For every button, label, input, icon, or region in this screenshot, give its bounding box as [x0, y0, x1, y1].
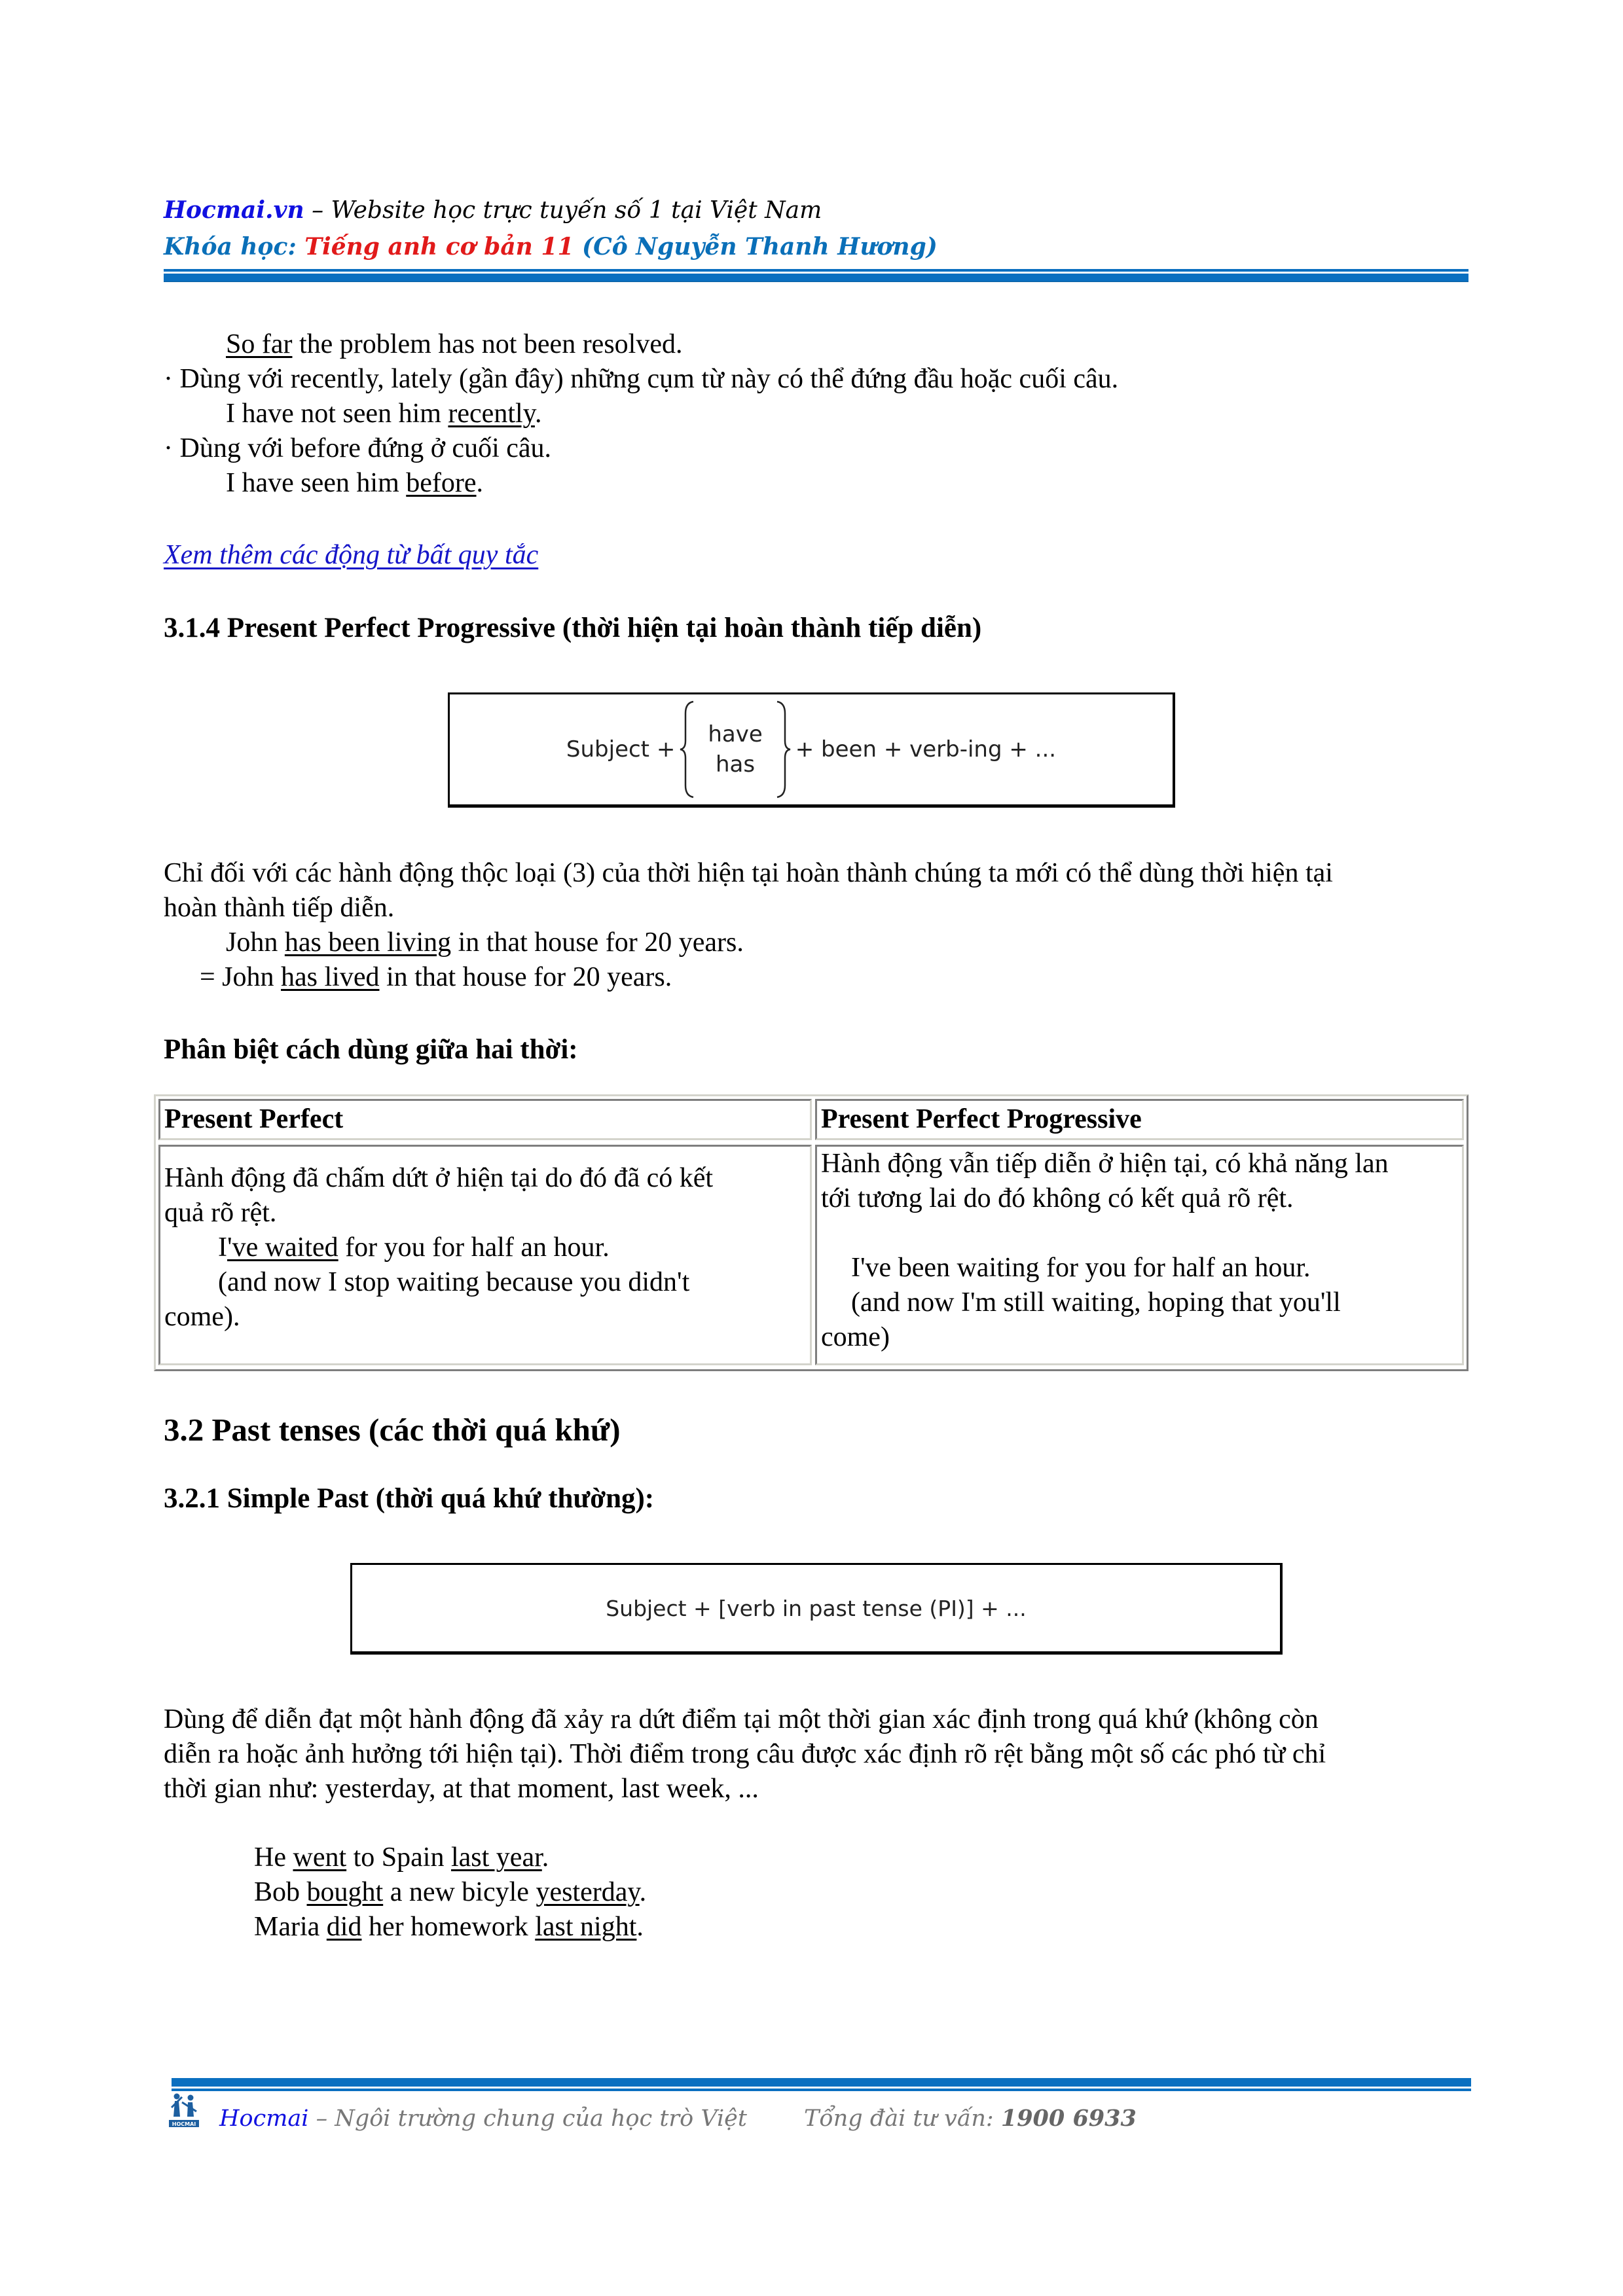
- intro-bullet-before: · Dùng với before đứng ở cuối câu.: [164, 433, 552, 463]
- hotline-number: 1900 6933: [1000, 2105, 1137, 2132]
- cell-spacer: [821, 1216, 1458, 1251]
- formula-text: Subject + [verb in past tense (PI)] + ...: [606, 1595, 1027, 1621]
- cell-line: Hành động đã chấm dứt ở hiện tại do đó đã có kết: [164, 1163, 714, 1193]
- sentence-post: in that house for 20 years.: [379, 962, 672, 992]
- sentence-part: Maria: [254, 1912, 327, 1942]
- sentence-post: .: [476, 468, 484, 498]
- sentence-part: .: [636, 1912, 644, 1942]
- sentence-post: for you for half an hour.: [338, 1232, 610, 1263]
- underlined-phrase: has been living: [284, 927, 452, 958]
- simple-past-example-3: [254, 1910, 644, 1945]
- sentence-pre: = John: [200, 962, 282, 992]
- compare-heading: Phân biệt cách dùng giữa hai thời:: [164, 1034, 578, 1065]
- section-3-2-heading: 3.2 Past tenses (các thời quá khứ): [164, 1412, 621, 1448]
- header-rule-thin: [164, 269, 1468, 272]
- sentence-part: .: [541, 1842, 549, 1873]
- intro-example-so-far: [226, 327, 682, 362]
- underlined-time: yesterday: [536, 1877, 640, 1907]
- header-course: [164, 230, 938, 263]
- sentence-post: .: [534, 399, 542, 429]
- ppp-paragraph-line2: hoàn thành tiếp diễn.: [164, 893, 395, 923]
- sentence-pre: I have seen him: [226, 468, 407, 498]
- table-cell-present-perfect: [158, 1145, 812, 1365]
- aux-have: have: [708, 721, 763, 747]
- underlined-phrase: has lived: [281, 962, 380, 992]
- formula-rest: + been + verb-ing + ...: [795, 736, 1057, 762]
- underlined-phrase: before: [406, 468, 477, 498]
- table-cell-present-perfect-progressive: [815, 1145, 1464, 1365]
- ppp-paragraph-line1: Chỉ đối với các hành động thộc loại (3) của thời hiện tại hoàn thành chúng ta mới có thể dùng thời hiện tại: [164, 858, 1333, 888]
- formula-subject: Subject +: [566, 736, 676, 762]
- underlined-verb: bought: [306, 1877, 384, 1907]
- cell-line: quả rõ rệt.: [164, 1198, 277, 1228]
- cell-line: Hành động vẫn tiếp diễn ở hiện tại, có khả năng lan: [821, 1149, 1389, 1179]
- left-brace-icon: [679, 700, 696, 798]
- sentence-post: in that house for 20 years.: [451, 927, 744, 958]
- formula-brace-group: [679, 700, 791, 798]
- table-header-present-perfect-progressive: [815, 1099, 1464, 1140]
- underlined-time: last night: [535, 1912, 637, 1942]
- cell-line: tới tương lai do đó không có kết quả rõ rệt.: [821, 1183, 1294, 1213]
- underlined-phrase: recently: [448, 399, 535, 429]
- aux-has: has: [715, 751, 756, 778]
- formula-present-perfect-progressive: [448, 692, 1175, 808]
- underlined-phrase: 've waited: [227, 1232, 338, 1263]
- cell-note: (and now I'm still waiting, hoping that you'll: [851, 1287, 1341, 1318]
- simple-past-paragraph-line2: diễn ra hoặc ảnh hưởng tới hiện tại). Thời điểm trong câu được xác định rõ rệt bằng một số các phó từ chỉ: [164, 1739, 1326, 1769]
- sentence-pre: I have not seen him: [226, 399, 448, 429]
- sentence-part: Bob: [254, 1877, 307, 1907]
- header-tagline: – Website học trực tuyến số 1 tại Việt Nam: [304, 197, 822, 224]
- intro-bullet-recently: · Dùng với recently, lately (gần đây) những cụm từ này có thể đứng đầu hoặc cuối câu.: [164, 364, 1119, 394]
- table-header-present-perfect: [158, 1099, 812, 1140]
- course-label: Khóa học:: [164, 233, 305, 260]
- ppp-example-2: [200, 960, 672, 995]
- cell-note: (and now I stop waiting because you didn't: [218, 1267, 690, 1297]
- section-3-2-1-heading: 3.2.1 Simple Past (thời quá khứ thường):: [164, 1483, 655, 1514]
- irregular-verbs-link[interactable]: Xem thêm các động từ bất quy tắc: [164, 540, 539, 570]
- cell-note: come).: [164, 1302, 240, 1332]
- cell-example: I've been waiting for you for half an hour.: [851, 1253, 1311, 1283]
- footer-slogan: [219, 2104, 747, 2134]
- sentence-rest: the problem has not been resolved.: [292, 329, 683, 359]
- simple-past-example-1: [254, 1840, 549, 1875]
- ppp-example-1: [226, 925, 744, 960]
- section-3-1-4-heading: 3.1.4 Present Perfect Progressive (thời hiện tại hoàn thành tiếp diễn): [164, 613, 982, 643]
- hocmai-logo-icon: [169, 2092, 199, 2128]
- formula-simple-past: [350, 1563, 1283, 1655]
- hotline-label: Tổng đài tư vấn:: [804, 2106, 1001, 2132]
- underlined-verb: did: [326, 1912, 362, 1942]
- sentence-pre: I: [218, 1232, 227, 1263]
- intro-example-recently: [226, 397, 541, 431]
- footer-slogan-text: – Ngôi trường chung của học trò Việt: [308, 2106, 747, 2132]
- header-brand: Hocmai.vn: [164, 196, 304, 224]
- cell-example: [164, 1230, 806, 1265]
- underlined-time: last year: [450, 1842, 542, 1873]
- header-title: [164, 194, 822, 227]
- footer-rule-thin: [172, 2089, 1471, 2091]
- comparison-table: [154, 1094, 1468, 1371]
- course-name: Tiếng anh cơ bản 11: [304, 233, 574, 260]
- right-brace-icon: [775, 700, 792, 798]
- simple-past-example-2: [254, 1875, 646, 1910]
- sentence-part: He: [254, 1842, 293, 1873]
- course-teacher: (Cô Nguyễn Thanh Hương): [574, 233, 938, 260]
- simple-past-paragraph-line3: thời gian như: yesterday, at that moment, last week, ...: [164, 1774, 759, 1804]
- footer-brand: Hocmai: [219, 2106, 309, 2132]
- underlined-verb: went: [293, 1842, 347, 1873]
- underlined-phrase: So far: [226, 329, 293, 359]
- sentence-part: .: [639, 1877, 647, 1907]
- sentence-part: to Spain: [346, 1842, 451, 1873]
- footer-hotline: [804, 2104, 1137, 2134]
- header-label: Present Perfect: [164, 1104, 344, 1134]
- intro-example-before: [226, 466, 483, 501]
- simple-past-paragraph-line1: Dùng để diễn đạt một hành động đã xảy ra dứt điểm tại một thời gian xác định trong quá khứ (không còn: [164, 1704, 1319, 1734]
- formula-auxiliary-options: [696, 719, 774, 780]
- sentence-pre: John: [226, 927, 285, 958]
- header-label: Present Perfect Progressive: [821, 1104, 1142, 1134]
- cell-note: come): [821, 1322, 890, 1352]
- header-rule-thick: [164, 274, 1468, 282]
- svg-text:HOCMAI: HOCMAI: [172, 2121, 196, 2127]
- sentence-part: her homework: [361, 1912, 536, 1942]
- footer-rule-thick: [172, 2078, 1471, 2087]
- sentence-part: a new bicyle: [383, 1877, 536, 1907]
